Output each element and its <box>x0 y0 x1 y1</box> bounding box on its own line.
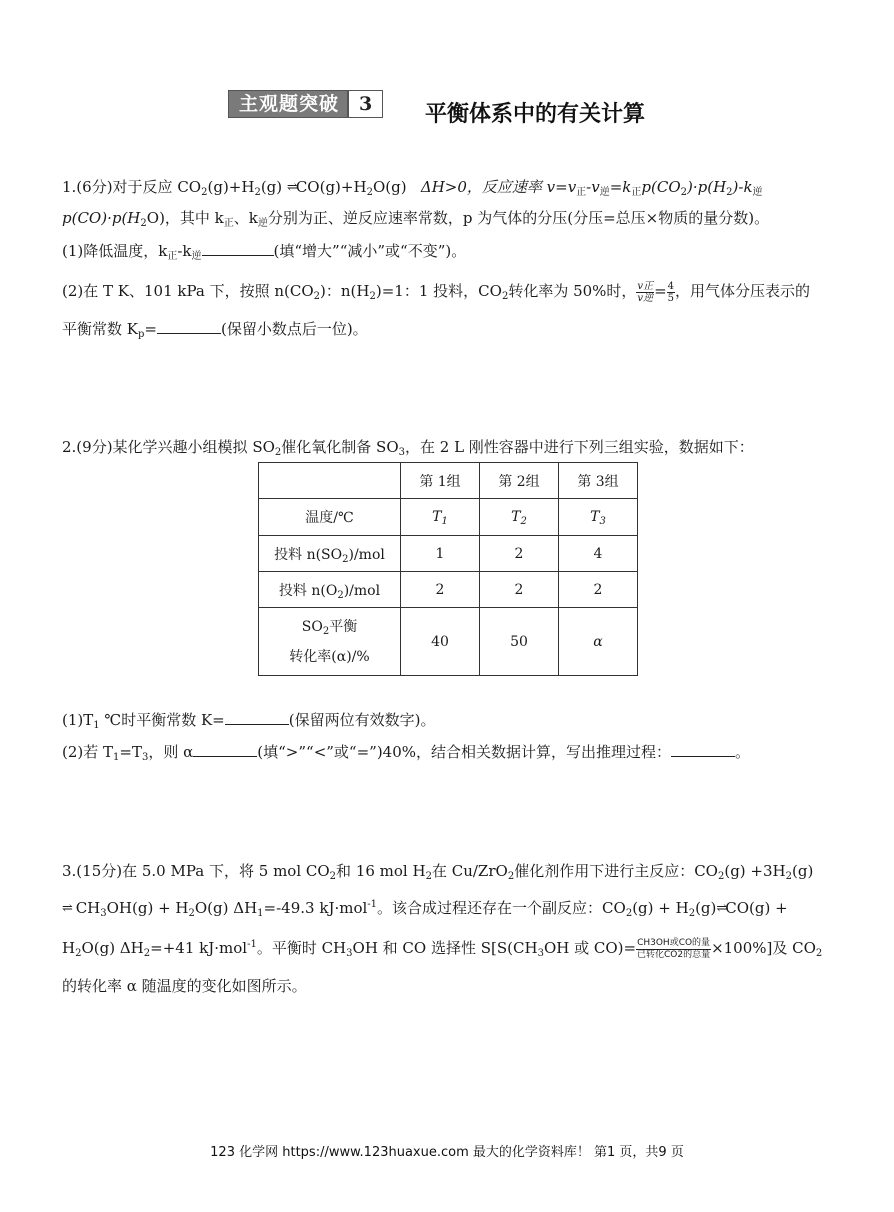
table-header-cell <box>259 463 401 499</box>
q2-text: ，在 2 L 刚性容器中进行下列三组实验，数据如下： <box>405 438 754 456</box>
q1-part-2-cont <box>62 318 368 340</box>
table-cell: 2 <box>559 572 638 608</box>
q1-text: (1)降低温度，k <box>62 242 168 260</box>
frac-den: 已转化CO2的总量 <box>637 949 711 960</box>
table-row-label: $SO_2$平衡 转化率(α)/% <box>259 608 401 676</box>
q1-part-2: (2)在 T K、101 kPa 下，按照 $n(CO_2)$：$n(H_2)=1$：1 投料，$CO_2$转化率为 50%时， $\frac{\text{v正}}{\text{v逆}}$ = $\frac{4}{5}$ ，用气体分压表示的 <box>62 280 811 304</box>
label-part: 投料 n(SO <box>274 546 343 563</box>
table-header-cell: 第 1组 <box>401 463 480 499</box>
q3-text: (g) +3H <box>724 862 786 880</box>
q2-part-1: $(1)T_1$ ℃时平衡常数 K= (保留两位有效数字)。 <box>62 711 436 731</box>
q1-text: O)，其中 k <box>146 209 224 227</box>
label-part: SO <box>301 618 323 635</box>
table-cell: $T_2$ <box>480 499 559 536</box>
table-cell: 40 <box>401 608 480 676</box>
q2-text: (保留两位有效数字)。 <box>288 711 436 729</box>
q1-text: = <box>144 320 157 338</box>
q1-text: -v <box>586 178 600 196</box>
q1-text: p(CO)·p(H <box>62 209 141 227</box>
q3-text: 。平衡时 CH <box>256 939 347 957</box>
table-cell: 2 <box>401 572 480 608</box>
frac-den: 5 <box>667 292 675 304</box>
equilibrium-arrow-icon: ⇌ <box>716 901 726 916</box>
rate-ratio-fraction <box>636 281 654 304</box>
q1-text: p(CO <box>641 178 681 196</box>
q1-line-1: 1.(6分)对于反应 $CO_2(g)+H_2(g)$ $\rightleftharpoons CO(g)+H_2O(g)$ ΔH>0，反应速率 $v=v_正-v_逆=k_正p(CO_2)\cdot p(H_2)-k_逆$ <box>62 178 763 198</box>
q3-text: H <box>62 939 76 957</box>
table-cell: 4 <box>559 536 638 572</box>
frac-num: 4 <box>667 280 675 292</box>
q3-line-4: 的转化率 α 随温度的变化如图所示。 <box>62 977 307 995</box>
q2-text: 2.(9分)某化学兴趣小组模拟 SO <box>62 438 275 456</box>
experiment-table <box>258 462 638 676</box>
q2-text: ℃时平衡常数 K= <box>99 711 225 729</box>
q1-line-2: $p(CO)\cdot p(H_2O)$，其中 $k_正$、$k_逆$分别为正、逆反应速率常数，p 为气体的分压(分压=总压×物质的量分数)。 <box>62 209 770 229</box>
table-header-cell: 第 3组 <box>559 463 638 499</box>
q3-text: O(g) ΔH <box>194 899 258 917</box>
banner-number: 3 <box>347 91 382 117</box>
sub-label: 逆 <box>752 187 763 198</box>
q3-text: O(g) ΔH <box>81 939 144 957</box>
sub-label: 正 <box>631 187 642 198</box>
q1-text: 平衡常数 K <box>62 320 138 338</box>
q1-text: 转化率为 50%时， <box>508 282 637 300</box>
sub-label: 逆 <box>257 218 268 229</box>
q1-text: 1.(6分)对于反应 CO <box>62 178 202 196</box>
q3-text: OH 或 CO)= <box>543 939 637 957</box>
answer-blank[interactable] <box>225 710 289 725</box>
q1-text: (填“增大”“减小”或“不变”)。 <box>273 242 467 260</box>
table-cell: 2 <box>480 536 559 572</box>
table-cell: α <box>559 608 638 676</box>
q3-line-1: 3.(15分)在 5.0 MPa 下，将 5 mol $CO_2$和 16 mol $H_2$在 Cu/ZrO$_2$催化剂作用下进行主反应：$CO_2(g) +3H_2(g)$ <box>62 862 814 882</box>
frac-den: v逆 <box>637 292 654 304</box>
equilibrium-arrow-icon: ⇌ <box>286 180 296 195</box>
table-row-label: 投料 $n(O_2)$/mol <box>259 572 401 608</box>
table-header-cell: 第 2组 <box>480 463 559 499</box>
frac-num: CH3OH或CO的量 <box>637 937 711 948</box>
q2-part-2: (2)若 $T_1=T_3$，则 α (填“>”“<”或“=”)40%，结合相关数据计算，写出推理过程： 。 <box>62 743 751 763</box>
q1-text: ΔH>0，反应速率 v=v <box>420 178 577 196</box>
answer-blank[interactable] <box>671 742 735 757</box>
label-part: )/mol <box>343 582 381 599</box>
q2-intro: 2.(9分)某化学兴趣小组模拟 $SO_2$催化氧化制备 $SO_3$，在 2 L 刚性容器中进行下列三组实验，数据如下： <box>62 438 754 458</box>
q1-text: 分别为正、逆反应速率常数，p 为气体的分压(分压=总压×物质的量分数)。 <box>267 209 770 227</box>
selectivity-fraction <box>636 938 711 961</box>
q2-text: (1)T <box>62 711 94 729</box>
q3-text: 催化剂作用下进行主反应：CO <box>514 862 718 880</box>
section-banner <box>228 90 383 118</box>
q1-text: 、k <box>233 209 258 227</box>
sub-label: 正 <box>223 218 234 229</box>
sub-label: 正 <box>167 251 178 262</box>
banner-label: 主观题突破 <box>229 91 347 117</box>
q1-text: )=1：1 投料，CO <box>375 282 502 300</box>
q1-text: (g) <box>260 178 283 196</box>
q3-text: 在 Cu/ZrO <box>431 862 508 880</box>
label-part: 投料 n(O <box>278 582 338 599</box>
page-title: 平衡体系中的有关计算 <box>425 102 646 127</box>
q3-line-2: ⇌ $CH_3OH(g) + H_2O(g)$ $\Delta H_1=-49.3$ kJ·mol$^{-1}$。该合成过程还存在一个副反应：$CO_2(g)$ + $H_2(g)\rightleftharpoons CO(g)$ + <box>62 899 788 919</box>
q1-text: (g)+H <box>207 178 255 196</box>
q3-text: =-49.3 kJ·mol <box>263 899 368 917</box>
q2-text: 。 <box>735 743 751 761</box>
q3-text: (g) <box>695 899 717 917</box>
table-cell: 1 <box>401 536 480 572</box>
page-footer: 123 化学网 https://www.123huaxue.com 最大的化学资料库！ 第1 页，共9 页 <box>210 1145 684 1160</box>
q3-text: (g) + H <box>632 899 689 917</box>
q1-text: CO(g)+H <box>295 178 367 196</box>
q1-text: (保留小数点后一位)。 <box>220 320 368 338</box>
q2-text: =T <box>119 743 142 761</box>
table-cell: $T_3$ <box>559 499 638 536</box>
q3-text: 。该合成过程还存在一个副反应：CO <box>377 899 626 917</box>
q2-text: (填“>”“<”或“=”)40%，结合相关数据计算，写出推理过程： <box>257 743 672 761</box>
answer-blank[interactable] <box>193 742 257 757</box>
q1-text: -k <box>177 242 192 260</box>
label-part: )/mol <box>348 546 385 563</box>
q1-text: =k <box>609 178 632 196</box>
sub-label: 逆 <box>191 251 202 262</box>
q3-text: CH <box>75 899 101 917</box>
label-part: 转化率(α)/% <box>289 648 370 665</box>
q1-part-1 <box>62 240 466 262</box>
q3-text: (g) <box>792 862 814 880</box>
q3-text: 和 16 mol H <box>336 862 426 880</box>
q1-text: O(g) <box>372 178 407 196</box>
sub-label: 正 <box>576 187 587 198</box>
table-cell: 2 <box>480 572 559 608</box>
table-cell: $T_1$ <box>401 499 480 536</box>
q3-text: OH 和 CO 选择性 S[S(CH <box>352 939 538 957</box>
q3-text: =+41 kJ·mol <box>150 939 248 957</box>
q1-text: )-k <box>732 178 753 196</box>
label-part: 平衡 <box>329 618 358 635</box>
q2-text: 催化氧化制备 SO <box>281 438 399 456</box>
q1-text: )：n(H <box>320 282 370 300</box>
q3-text: CO(g) + <box>725 899 788 917</box>
q1-text: ，用气体分压表示的 <box>675 282 811 300</box>
answer-blank[interactable] <box>202 241 274 256</box>
q1-text: )·p(H <box>687 178 727 196</box>
q1-text: (2)在 T K、101 kPa 下，按照 n(CO <box>62 282 314 300</box>
q2-text: (2)若 T <box>62 743 114 761</box>
q3-text: ×100%]及 CO <box>711 939 816 957</box>
table-row-label: 温度/℃ <box>259 499 401 536</box>
answer-blank[interactable] <box>157 319 221 334</box>
q2-text: ，则 α <box>148 743 194 761</box>
table-row-label: 投料 $n(SO_2)$/mol <box>259 536 401 572</box>
ratio-value-fraction <box>667 281 675 304</box>
sub-label: 逆 <box>599 187 610 198</box>
equilibrium-arrow-icon: ⇌ <box>62 901 71 916</box>
frac-num: v正 <box>637 280 654 292</box>
q3-line-3: $H_2O(g)$ $\Delta H_2=+41$ kJ·mol$^{-1}$。平衡时 $CH_3OH$ 和 CO 选择性 $S[S(CH_3OH$ 或 CO)= $\frac{\text{CH3OH或CO的量}}{\text{已转化CO2的总量}}$ ×100%]及 $CO_2$ <box>62 937 823 960</box>
table-cell: 50 <box>480 608 559 676</box>
sub-label: p <box>137 329 145 340</box>
q3-text: 3.(15分)在 5.0 MPa 下，将 5 mol CO <box>62 862 330 880</box>
q3-text: OH(g) + H <box>106 899 189 917</box>
